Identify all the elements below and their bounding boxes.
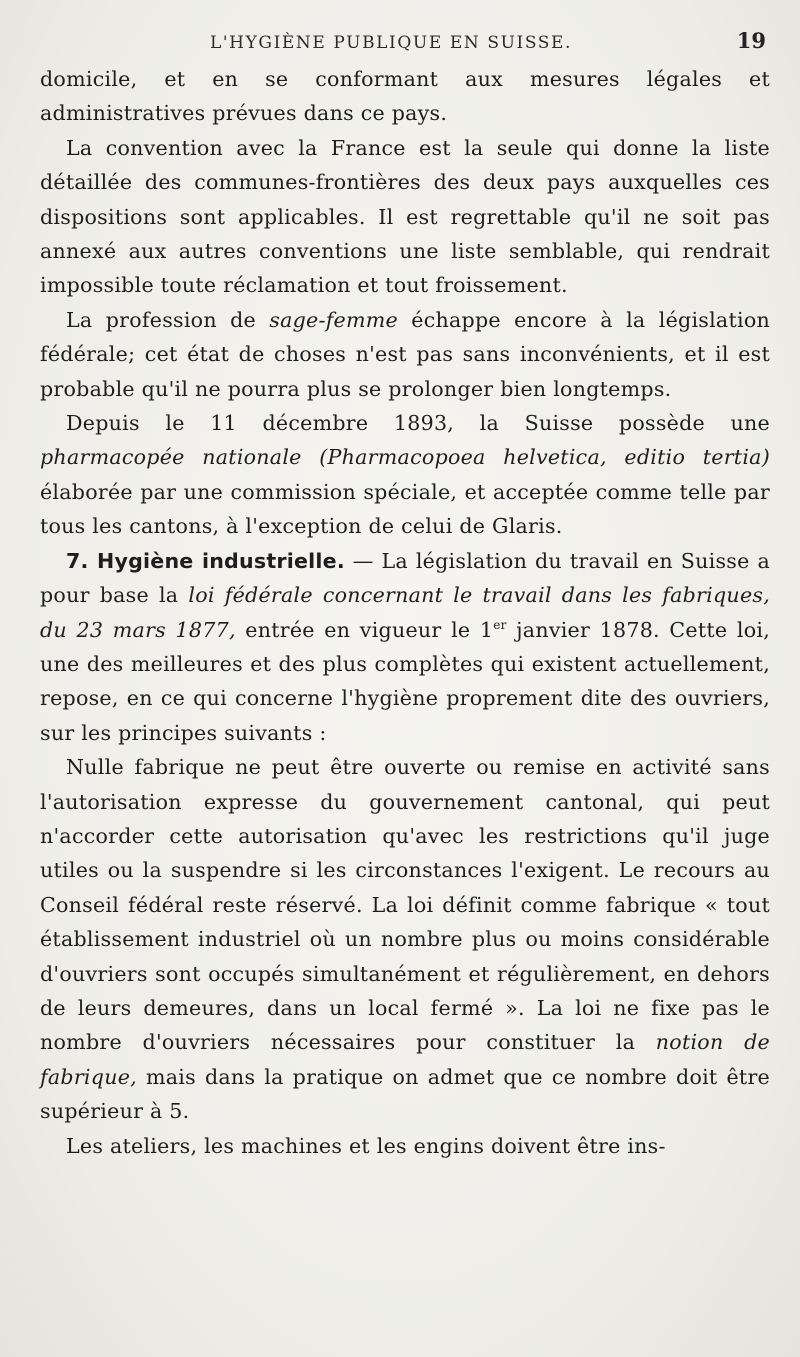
paragraph-text: domicile, et en se conformant aux mesures légales et administratives prévues dans ce pays.	[40, 67, 770, 126]
superscript: er	[493, 617, 507, 632]
italic-term: notion de fabrique,	[40, 1030, 770, 1089]
italic-law-title: loi fédérale concernant le travail dans les fabriques, du 23 mars 1877,	[40, 583, 770, 642]
italic-term: sage-femme	[269, 307, 398, 332]
page-number: 19	[736, 28, 766, 53]
paragraph-pharmacopee	[40, 406, 770, 544]
paragraph-text: mais dans la pratique on admet que ce nombre doit être supérieur à 5.	[40, 1064, 770, 1124]
paragraph-text: janvier 1878. Cette loi, une des meilleures et des plus complètes qui existent actuellement, repose, en ce qui concerne l'hygiène proprement dite des ouvriers, sur les principes suivants :	[40, 617, 771, 745]
paragraph-text: Depuis le 11 décembre 1893, la Suisse possède une	[66, 411, 770, 436]
paragraph-text: La convention avec la France est la seule qui donne la liste détaillée des communes-frontières des deux pays auxquelles ces dispositions sont applicables. Il est regrettable qu'il ne soit pas annexé aux autres conventions une liste semblable, qui rendrait impossible toute réclamation et tout froissement.	[40, 135, 770, 298]
paragraph-text: Nulle fabrique ne peut être ouverte ou remise en activité sans l'autorisation expresse du gouvernement cantonal, qui peut n'accorder cette autorisation qu'avec les restrictions qu'il juge utiles ou la suspendre si les circonstances l'exigent. Le recours au Conseil fédéral reste réservé. La loi définit comme fabrique « tout établissement industriel où un nombre plus ou moins considérable d'ouvriers sont occupés simultanément et régulièrement, en dehors de leurs demeures, dans un local fermé ». La loi ne fixe pas le nombre d'ouvriers nécessaires pour constituer la	[40, 755, 770, 1055]
paragraph-continuation	[40, 62, 770, 131]
body-text	[40, 62, 770, 1163]
running-header	[40, 28, 770, 62]
paragraph-nulle-fabrique	[40, 750, 770, 1128]
paragraph-text: élaborée par une commission spéciale, et acceptée comme telle par tous les cantons, à l'exception de celui de Glaris.	[40, 479, 770, 539]
paragraph-ateliers	[40, 1129, 770, 1163]
section-heading: 7. Hygiène industrielle.	[66, 548, 345, 573]
italic-term: pharmacopée nationale (Pharmacopoea helvetica, editio tertia)	[40, 445, 770, 470]
paragraph-text: entrée en vigueur le 1	[235, 617, 494, 642]
paragraph-text: — La législation du travail en Suisse a pour base la	[40, 548, 770, 608]
running-title: L'HYGIÈNE PUBLIQUE EN SUISSE.	[210, 33, 573, 53]
paragraph-text: Les ateliers, les machines et les engins doivent être ins-	[66, 1133, 666, 1158]
paragraph-hygiene-industrielle	[40, 544, 770, 750]
paragraph-text: La profession de	[66, 307, 270, 332]
paragraph-sage-femme	[40, 303, 770, 406]
paragraph-convention-france	[40, 131, 770, 303]
paragraph-text: échappe encore à la législation fédérale; cet état de choses n'est pas sans inconvénients, et il est probable qu'il ne pourra plus se prolonger bien longtemps.	[40, 307, 770, 401]
